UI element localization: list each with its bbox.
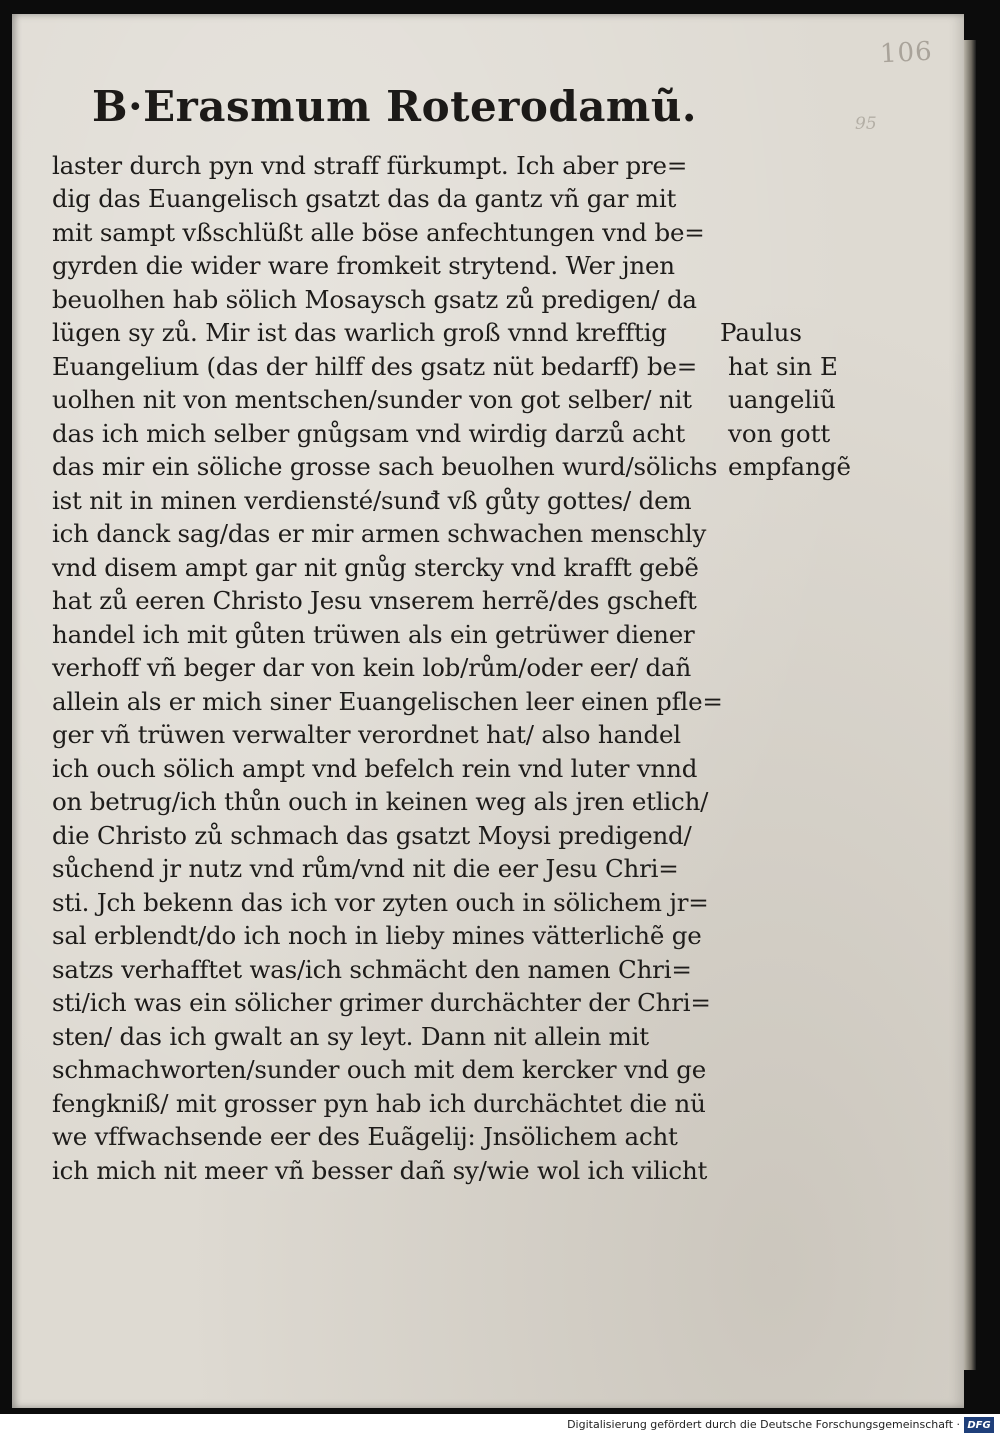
text-line: vnd disem ampt gar nit gnůg stercky vnd krafft gebẽ	[52, 553, 699, 582]
text-line: allein als er mich siner Euangelischen leer einen pfle=	[52, 687, 723, 716]
text-line: handel ich mit gůten trüwen als ein getrüwer diener	[52, 620, 695, 649]
running-head: B·Erasmum Roterodamũ.	[92, 82, 698, 131]
text-line: das ich mich selber gnůgsam vnd wirdig darzů acht	[52, 419, 686, 448]
text-line: sti. Jch bekenn das ich vor zyten ouch in sölichem jr=	[52, 888, 709, 917]
text-line: laster durch pyn vnd straff fürkumpt. Ich aber pre=	[52, 151, 688, 180]
text-line: verhoff vñ beger dar von kein lob/rům/oder eer/ dañ	[52, 653, 692, 682]
text-line: ist nit in minen verdiensté/sunđ vß gůty gottes/ dem	[52, 486, 692, 515]
text-line: schmachworten/sunder ouch mit dem kercker vnd ge	[52, 1055, 707, 1084]
text-line: lügen sy zů. Mir ist das warlich groß vnnd krefftig	[52, 318, 667, 347]
margin-note: empfangẽ	[728, 452, 852, 481]
text-line: on betrug/ich thůn ouch in keinen weg als jren etlich/	[52, 787, 709, 816]
text-line: mit sampt vßschlüßt alle böse anfechtungen vnd be=	[52, 218, 705, 247]
dfg-logo-icon: DFG	[964, 1417, 994, 1433]
text-line: ger vñ trüwen verwalter verordnet hat/ also handel	[52, 720, 681, 749]
text-line: das mir ein söliche grosse sach beuolhen wurd/sölichs	[52, 452, 718, 481]
page-edge	[964, 40, 976, 1370]
margin-note: uangeliũ	[728, 385, 836, 414]
footer-bar	[0, 1414, 1000, 1437]
text-line: ich ouch sölich ampt vnd befelch rein vnd luter vnnd	[52, 754, 698, 783]
text-line: gyrden die wider ware fromkeit strytend. Wer jnen	[52, 251, 675, 280]
text-line: dig das Euangelisch gsatzt das da gantz vñ gar mit	[52, 184, 677, 213]
text-line: ich danck sag/das er mir armen schwachen menschly	[52, 519, 707, 548]
pencil-folio-number: 95	[855, 114, 877, 134]
text-line: sůchend jr nutz vnd rům/vnd nit die eer Jesu Chri=	[52, 854, 679, 883]
text-line: sti/ich was ein sölicher grimer durchächter der Chri=	[52, 988, 711, 1017]
text-line: sten/ das ich gwalt an sy leyt. Dann nit allein mit	[52, 1022, 649, 1051]
text-line: fengkniß/ mit grosser pyn hab ich durchächtet die nü	[52, 1089, 706, 1118]
text-line: we vffwachsende eer des Euãgelij: Jnsölichem acht	[52, 1122, 678, 1151]
funding-credit: Digitalisierung gefördert durch die Deutsche Forschungsgemeinschaft ·	[567, 1418, 960, 1431]
text-line: sal erblendt/do ich noch in lieby mines vätterlichẽ ge	[52, 921, 702, 950]
text-line: ich mich nit meer vñ besser dañ sy/wie wol ich vilicht	[52, 1156, 708, 1185]
margin-note: von gott	[728, 419, 831, 448]
margin-note: hat sin E	[728, 352, 838, 381]
text-line: beuolhen hab sölich Mosaysch gsatz zů predigen/ da	[52, 285, 697, 314]
folio-number: 106	[879, 36, 934, 70]
text-line: die Christo zů schmach das gsatzt Moysi predigend/	[52, 821, 692, 850]
text-line: uolhen nit von mentschen/sunder von got selber/ nit	[52, 385, 692, 414]
text-line: Euangelium (das der hilff des gsatz nüt bedarff) be=	[52, 352, 698, 381]
margin-note: Paulus	[720, 318, 802, 347]
text-line: satzs verhafftet was/ich schmächt den namen Chri=	[52, 955, 692, 984]
text-line: hat zů eeren Christo Jesu vnserem herrẽ/des gscheft	[52, 586, 697, 615]
